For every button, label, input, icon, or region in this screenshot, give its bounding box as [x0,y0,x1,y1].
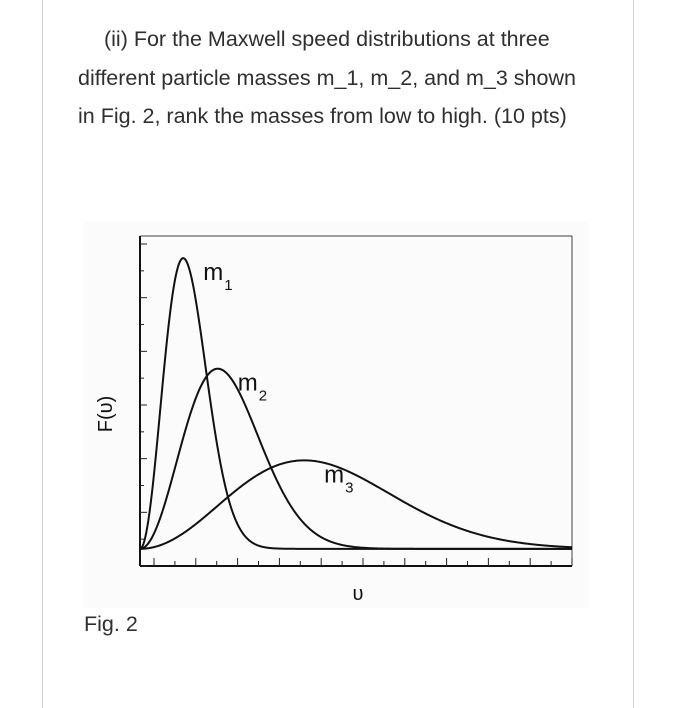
series-label-1: m [203,259,224,287]
series-label-subscript-2: 2 [258,387,268,405]
figure-caption: Fig. 2 [84,612,138,636]
x-axis-label: υ [352,583,364,605]
series-label-3: m [324,461,345,489]
y-axis-label: F(υ) [95,395,117,433]
question-text: (ii) For the Maxwell speed distributions at three different particle masses m_1, m_2, and m_3 shown in Fig. 2, rank the masses from low to high. (10 pts) [78,27,576,128]
figure [84,222,588,608]
series-label-2: m [237,369,258,397]
maxwell-speed-chart [84,222,588,608]
series-label-subscript-1: 1 [224,277,233,295]
series-label-subscript-3: 3 [345,479,354,497]
